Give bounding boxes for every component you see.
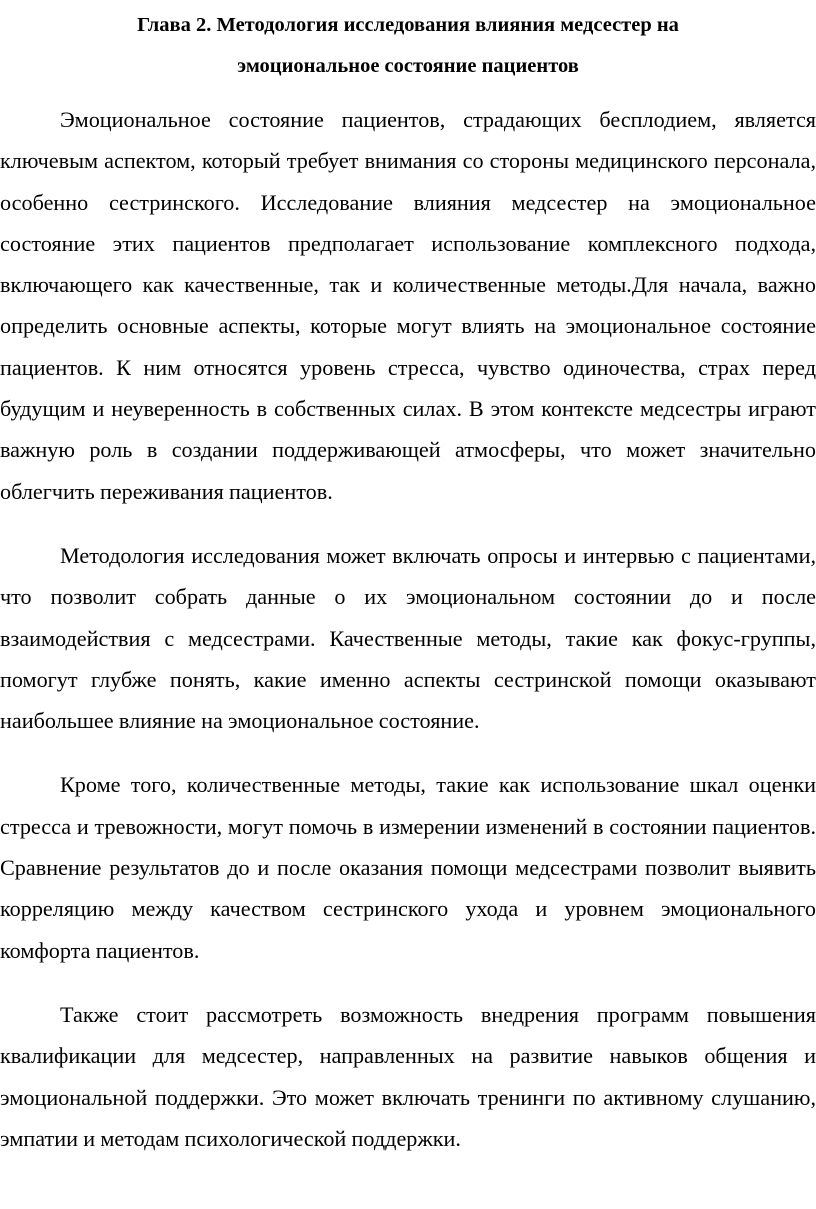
- chapter-title-line-1: Глава 2. Методология исследования влияния медсестер на: [137, 14, 679, 36]
- paragraph-4: Также стоит рассмотреть возможность внедрения программ повышения квалификации для медсестер, направленных на развитие навыков общения и эмоциональной поддержки. Это может включать тренинги по активному слушанию, эмпатии и методам психологической поддержки.: [0, 1001, 816, 1151]
- paragraph-1: Эмоциональное состояние пациентов, страдающих бесплодием, является ключевым аспектом, который требует внимания со стороны медицинского персонала, особенно сестринского. Исследование влияния медсестер на эмоциональное состояние этих пациентов предполагает использование комплексного подхода, включающего как качественные, так и количественные методы.Для начала, важно определить основные аспекты, которые могут влиять на эмоциональное состояние пациентов. К ним относятся уровень стресса, чувство одиночества, страх перед будущим и неуверенность в собственных силах. В этом контексте медсестры играют важную роль в создании поддерживающей атмосферы, что может значительно облегчить переживания пациентов.: [0, 107, 816, 504]
- paragraph-2: Методология исследования может включать опросы и интервью с пациентами, что позволит собрать данные о их эмоциональном состоянии до и после взаимодействия с медсестрами. Качественные методы, такие как фокус-группы, помогут глубже понять, какие именно аспекты сестринской помощи оказывают наибольшее влияние на эмоциональное состояние.: [0, 542, 816, 734]
- chapter-heading: [0, 0, 816, 87]
- paragraph-3: Кроме того, количественные методы, такие как использование шкал оценки стресса и тревожности, могут помочь в измерении изменений в состоянии пациентов. Сравнение результатов до и после оказания помощи медсестрами позволит выявить корреляцию между качеством сестринского ухода и уровнем эмоционального комфорта пациентов.: [0, 772, 816, 963]
- chapter-title-line-2: эмоциональное состояние пациентов: [237, 55, 579, 77]
